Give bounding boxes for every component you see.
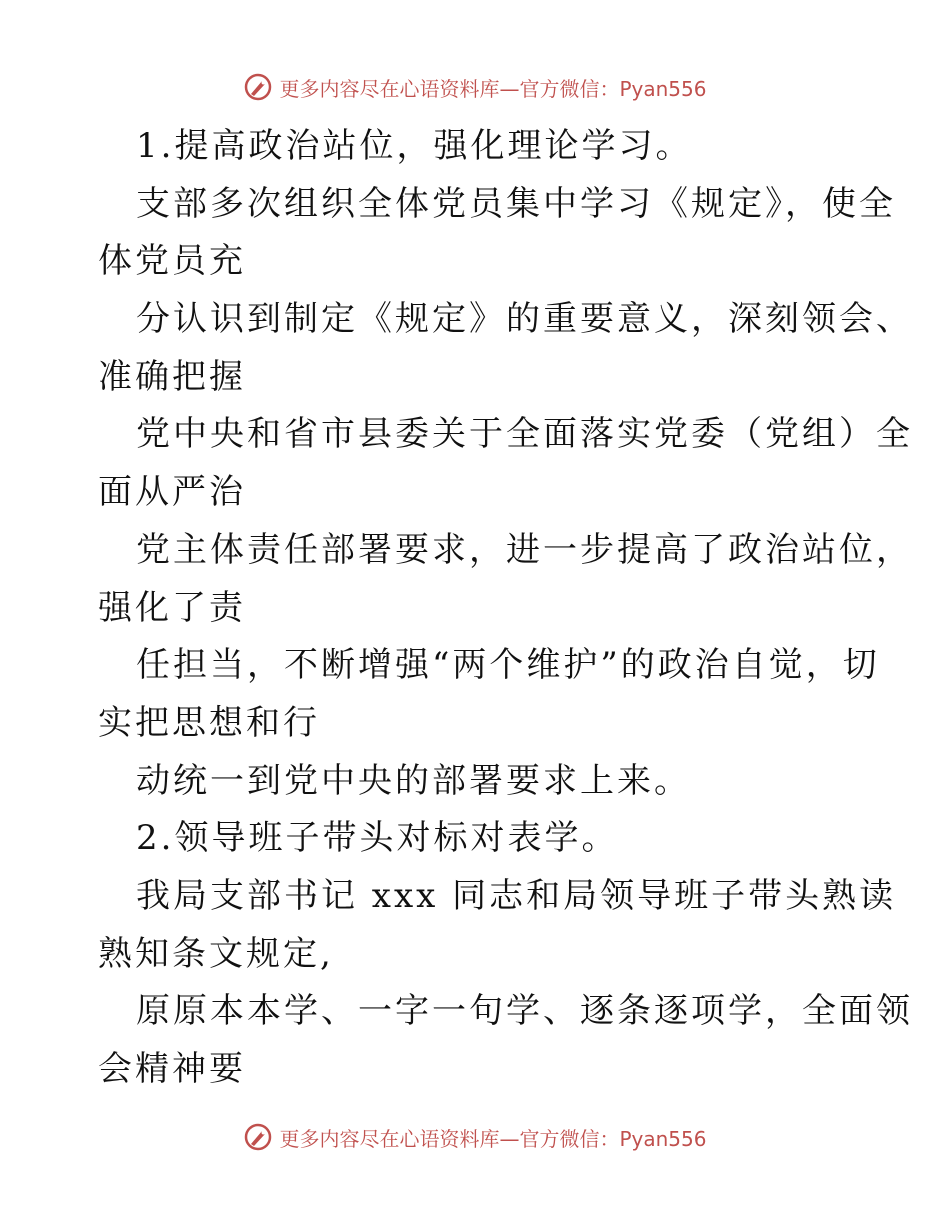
body-line: 动统一到党中央的部署要求上来。: [136, 760, 691, 801]
body-line: 党中央和省市县委关于全面落实党委（党组）全: [136, 414, 913, 455]
body-line: 实把思想和行: [98, 702, 320, 743]
body-line: 面从严治: [98, 472, 246, 513]
watermark-footer: [0, 1122, 950, 1152]
watermark-text: 更多内容尽在心语资料库—官方微信：Pyan556: [279, 1126, 707, 1151]
watermark-header: [0, 72, 950, 102]
body-line: 2.领导班子带头对标对表学。: [136, 818, 619, 859]
pen-nib-logo-icon: [243, 72, 273, 102]
body-line: 我局支部书记 xxx 同志和局领导班子带头熟读: [136, 875, 897, 916]
watermark-text: 更多内容尽在心语资料库—官方微信：Pyan556: [279, 76, 707, 101]
body-line: 会精神要: [98, 1049, 246, 1089]
body-line: 党主体责任部署要求，进一步提高了政治站位，: [136, 529, 913, 570]
body-line: 支部多次组织全体党员集中学习《规定》，使全: [136, 183, 896, 224]
body-line: 熟知条文规定,: [98, 933, 334, 974]
body-line: 分认识到制定《规定》的重要意义，深刻领会、: [136, 299, 913, 340]
body-line: 准确把握: [98, 356, 246, 397]
body-line: 强化了责: [98, 587, 246, 628]
body-line: 体党员充: [98, 241, 246, 282]
body-line: 任担当，不断增强“两个维护”的政治自觉，切: [136, 645, 880, 686]
document-body: [98, 118, 913, 1099]
pen-nib-logo-icon: [243, 1122, 273, 1152]
body-line: 1.提高政治站位，强化理论学习。: [136, 126, 693, 166]
body-line: 原原本本学、一字一句学、逐条逐项学，全面领: [136, 991, 913, 1032]
